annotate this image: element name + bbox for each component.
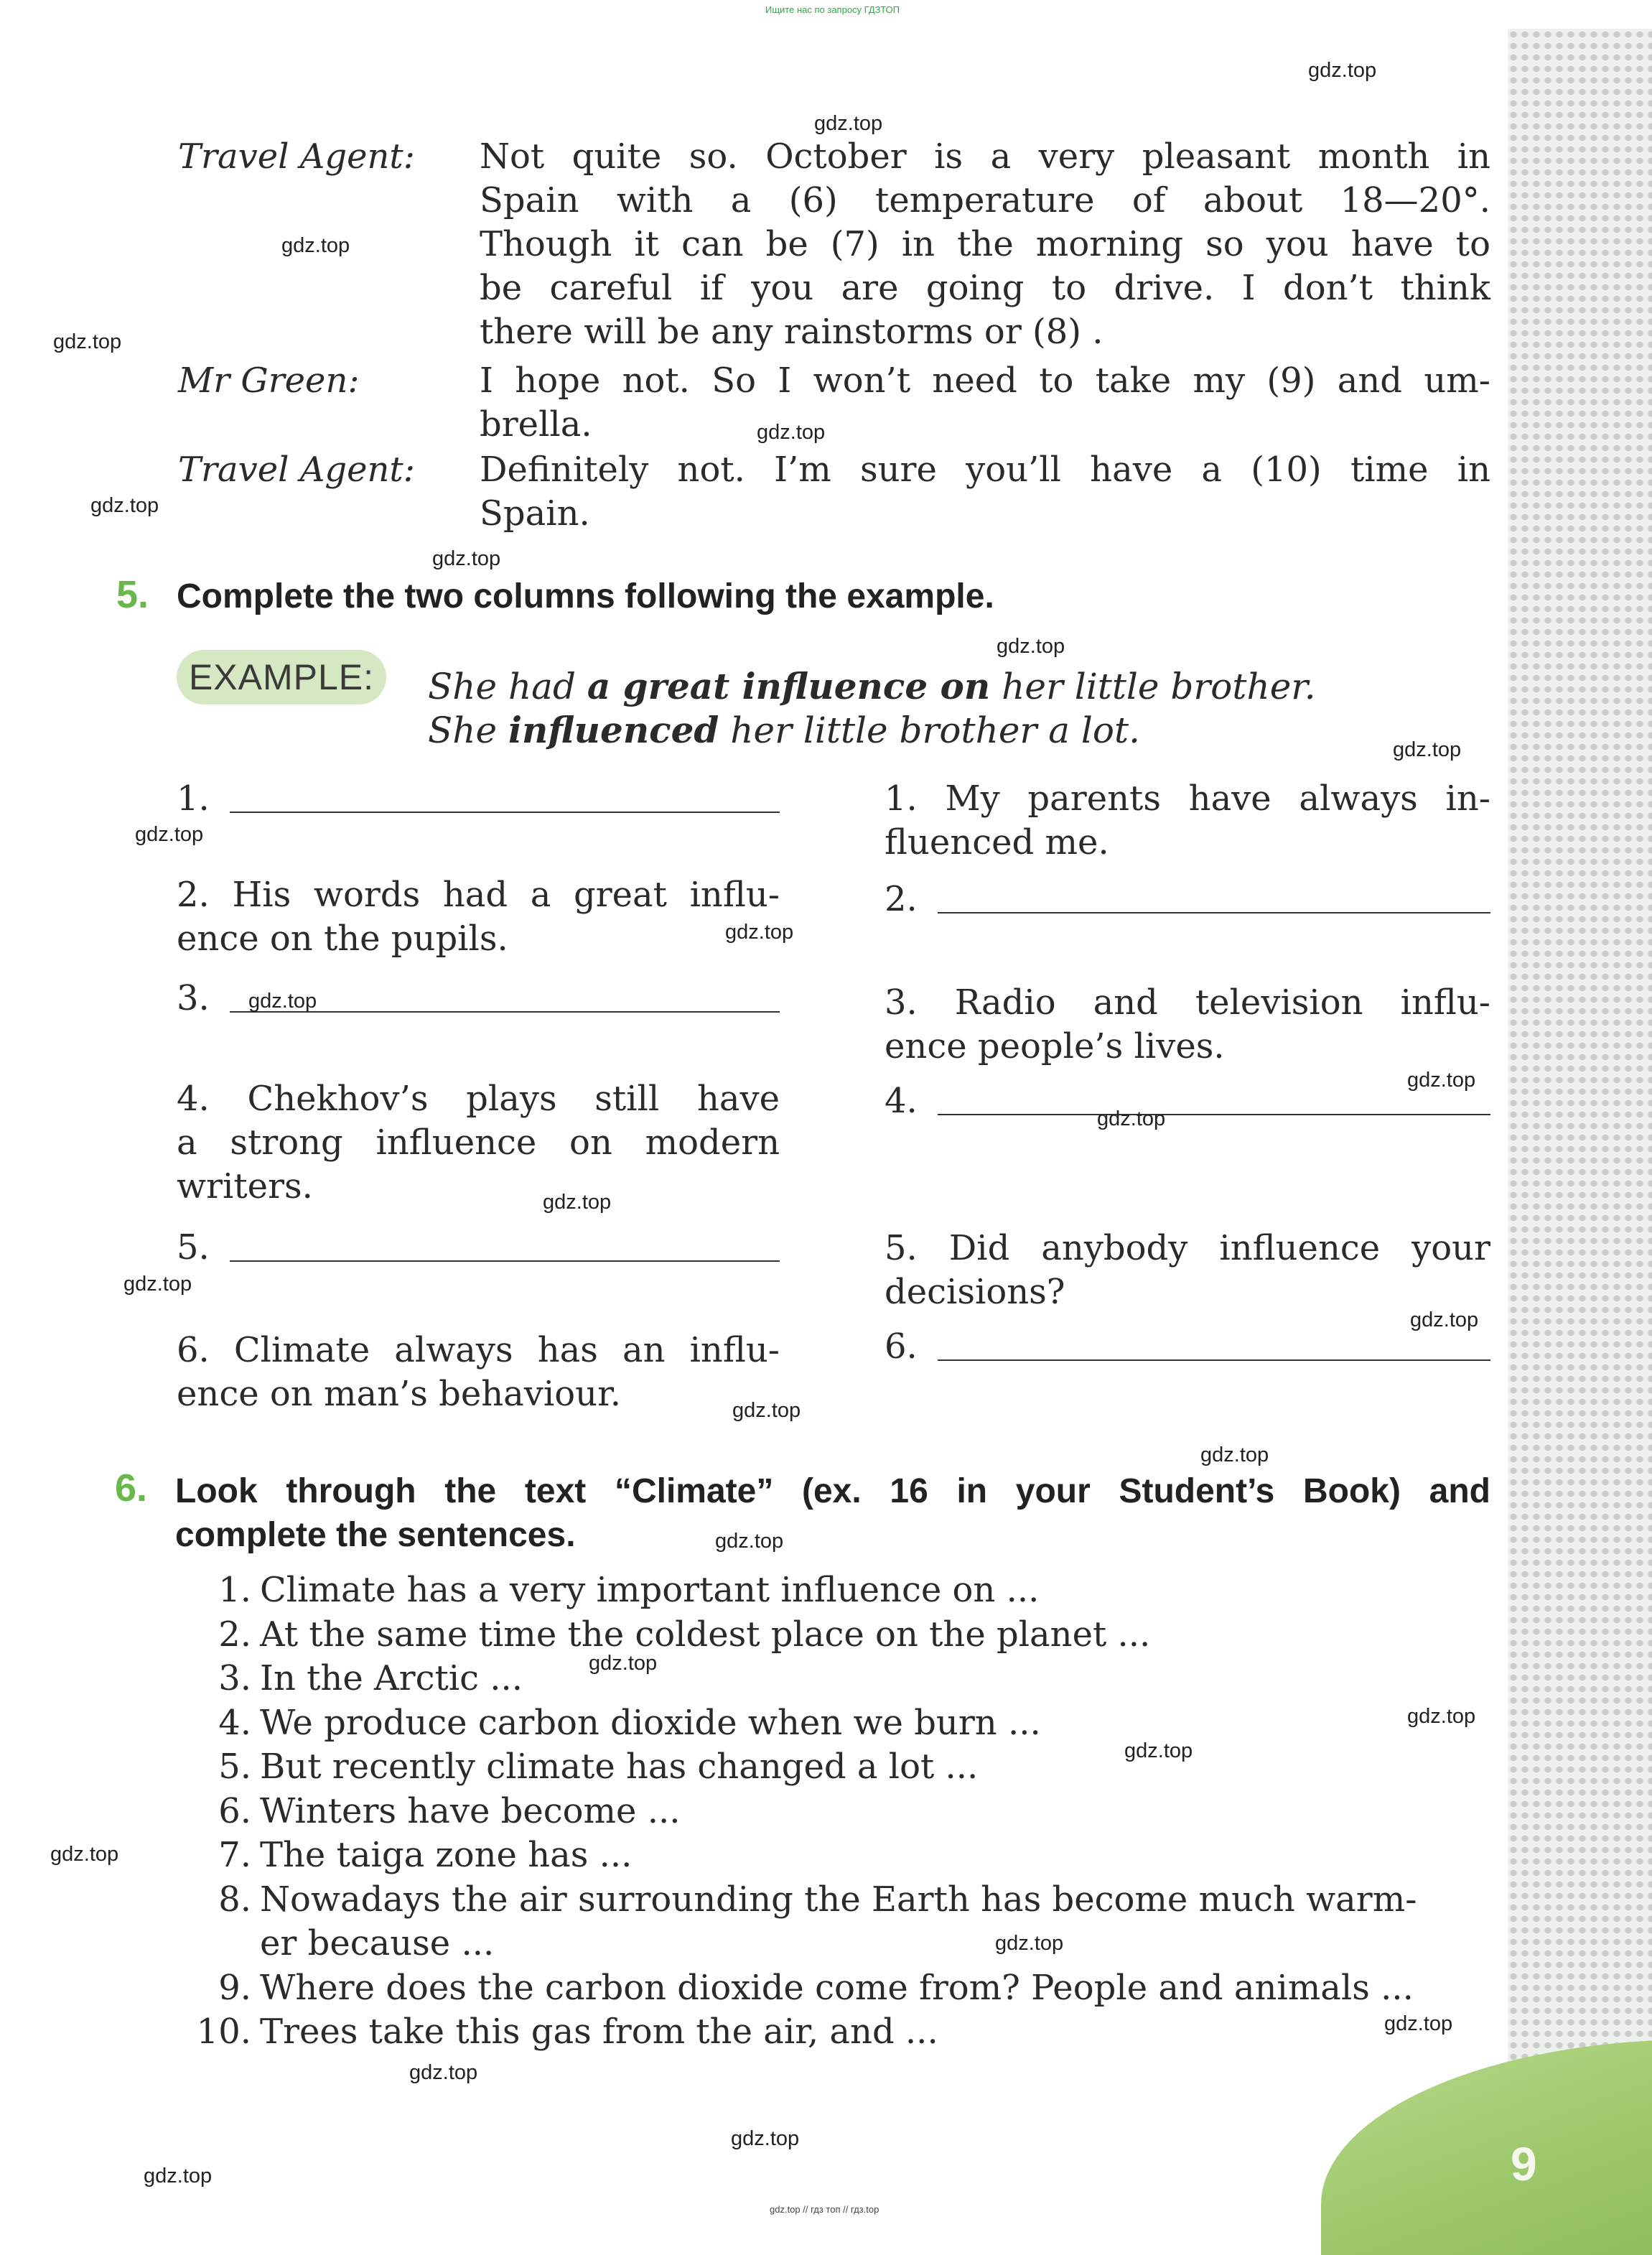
watermark: gdz.top [589, 1652, 658, 1675]
answer-line[interactable] [938, 912, 1490, 913]
watermark: gdz.top [814, 112, 883, 135]
example-sentence: She had a great influence on her little brother. [428, 665, 1316, 707]
item-number: 6. [885, 1326, 918, 1367]
column-item: 1. My parents have always in- fluenced me. [885, 778, 1490, 863]
sentence-list [194, 1568, 1417, 2055]
dialogue-text: Not quite so. October is a very pleasant month in Spain with a (6) temperature of about 18—20°. Though it can be (7) in the morning so you have to be careful if you are going to drive. I don’t think there will be any rainstorms or (8) . [480, 136, 1490, 352]
list-item: 6. Winters have become ... [218, 1790, 681, 1831]
watermark: gdz.top [1393, 738, 1462, 761]
list-item: 5. But recently climate has changed a lot ... [218, 1747, 979, 1787]
list-item: 8. Nowadays the air surrounding the Earth has become much warm- [218, 1879, 1417, 1920]
column-item: 5. Did anybody influence your decisions? [885, 1228, 1490, 1312]
footer-note: gdz.top // гдз топ // гдз.top [770, 2204, 879, 2215]
watermark: gdz.top [409, 2061, 478, 2084]
watermark: gdz.top [281, 234, 350, 257]
watermark: gdz.top [995, 1932, 1064, 1955]
answer-line[interactable] [230, 1260, 780, 1262]
page-number: 9 [1511, 2137, 1537, 2190]
item-number: 1. [177, 778, 210, 819]
watermark: gdz.top [144, 2165, 213, 2187]
watermark: gdz.top [1124, 1739, 1193, 1762]
list-item: 2. At the same time the coldest place on the planet ... [218, 1614, 1151, 1655]
list-item: 10. Trees take this gas from the air, and ... [196, 2012, 938, 2052]
watermark: gdz.top [1097, 1107, 1166, 1130]
task-heading: Look through the text “Climate” (ex. 16 in your Student’s Book) and complete the sentences. [175, 1472, 1490, 1554]
speaker-label: Travel Agent: [178, 450, 415, 490]
item-number: 5. [177, 1227, 210, 1268]
column-item: 2. His words had a great influ- ence on the pupils. [177, 875, 780, 959]
watermark: gdz.top [135, 823, 204, 846]
header-note: Ищите нас по запросу ГДЗТОП [765, 4, 900, 15]
watermark: gdz.top [732, 1399, 801, 1422]
list-item: 9. Where does the carbon dioxide come from? People and animals ... [218, 1967, 1414, 2008]
task-heading: Complete the two columns following the example. [177, 577, 994, 615]
item-number: 3. [177, 978, 210, 1018]
watermark: gdz.top [731, 2127, 800, 2150]
list-item: er because ... [260, 1923, 495, 1963]
answer-line[interactable] [230, 812, 780, 813]
watermark: gdz.top [725, 921, 794, 944]
example-sentence: She influenced her little brother a lot. [428, 709, 1140, 751]
watermark: gdz.top [757, 421, 826, 444]
item-number: 4. [885, 1081, 918, 1121]
watermark: gdz.top [543, 1191, 612, 1214]
task-number: 6. [115, 1466, 148, 1510]
watermark: gdz.top [432, 547, 501, 570]
answer-line[interactable] [938, 1359, 1490, 1361]
list-item: 3. In the Arctic ... [218, 1658, 523, 1698]
watermark: gdz.top [1407, 1705, 1476, 1728]
speaker-label: Mr Green: [178, 361, 360, 401]
watermark: gdz.top [1410, 1308, 1479, 1331]
watermark: gdz.top [715, 1530, 784, 1553]
task-number: 5. [116, 573, 149, 616]
dialogue-text: Definitely not. I’m sure you’ll have a (10) time in Spain. [480, 450, 1490, 534]
column-item: 4. Chekhov’s plays still have a strong influence on modern writers. [177, 1079, 780, 1206]
watermark: gdz.top [123, 1273, 192, 1296]
watermark: gdz.top [50, 1843, 119, 1866]
watermark: gdz.top [1384, 2012, 1453, 2035]
column-item: 3. Radio and television influ- ence people’s lives. [885, 982, 1490, 1066]
item-number: 2. [885, 879, 918, 919]
list-item: 4. We produce carbon dioxide when we burn ... [218, 1702, 1041, 1743]
dotted-side-strip [1508, 29, 1652, 2075]
watermark: gdz.top [1200, 1443, 1269, 1466]
watermark: gdz.top [1407, 1069, 1476, 1092]
watermark: gdz.top [248, 990, 317, 1013]
watermark: gdz.top [997, 635, 1065, 658]
column-item: 6. Climate always has an influ- ence on man’s behaviour. [177, 1330, 780, 1414]
watermark: gdz.top [90, 494, 159, 517]
dialogue-text: I hope not. So I won’t need to take my (9) and um- brella. [480, 361, 1490, 445]
watermark: gdz.top [53, 330, 122, 353]
speaker-label: Travel Agent: [178, 136, 415, 177]
example-badge: EXAMPLE: [177, 650, 386, 705]
green-corner-decoration [1321, 2040, 1652, 2255]
answer-line[interactable] [938, 1114, 1490, 1115]
watermark: gdz.top [1308, 59, 1377, 82]
list-item: 1. Climate has a very important influence on ... [218, 1570, 1040, 1610]
list-item: 7. The taiga zone has ... [218, 1835, 633, 1875]
